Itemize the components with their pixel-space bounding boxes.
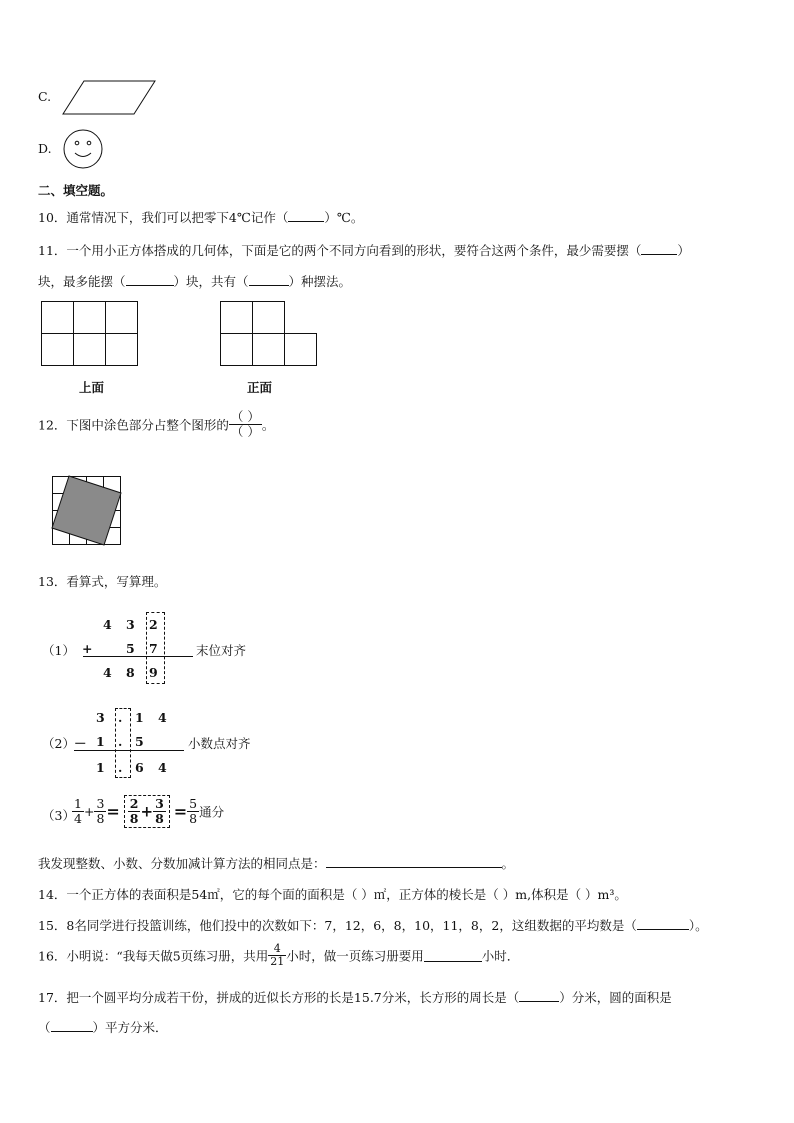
- p2-sum-line: [74, 750, 184, 751]
- parallelogram-shape: [62, 80, 157, 116]
- finding-blank[interactable]: [326, 855, 502, 868]
- q16-text-c: 小时．: [481, 948, 520, 964]
- p1-r3-d2: 8: [126, 665, 135, 680]
- r-den: 8: [189, 810, 198, 826]
- g2-num: 3: [155, 796, 164, 811]
- smiley-face-icon: [63, 129, 105, 171]
- p2-r2-d2: 5: [135, 734, 144, 749]
- p1-sum-line: [83, 656, 193, 657]
- p2-r1-d2: 1: [135, 710, 144, 725]
- q12-num: （ ）: [230, 409, 260, 424]
- p2-r1-d1: 3: [96, 710, 105, 725]
- p1-r2-d2: 7: [149, 641, 158, 656]
- q11-text: 11．一个用小正方体搭成的几何体，下面是它的两个不同方向看到的形状，要符合这两个条件，最少需要摆（: [38, 243, 642, 258]
- q15-text: 15．8名同学进行投篮训练，他们投中的次数如下：7，12，6，8，10，11，8，2，这组数据的平均数是（: [38, 918, 637, 933]
- common-denominator-box: [124, 795, 170, 828]
- q15-end: ）。: [688, 918, 708, 933]
- q13-part1-label: （1）: [42, 643, 75, 658]
- q17-text-d: ）平方分米．: [92, 1020, 168, 1035]
- f1-den: 4: [74, 810, 82, 826]
- q16-den: 21: [270, 955, 285, 969]
- p1-r1-d3: 2: [149, 617, 158, 632]
- top-view-label: 上面: [79, 380, 105, 395]
- option-d-label: D.: [38, 141, 52, 156]
- q16-text-b: 小时，做一页练习册要用: [286, 948, 424, 964]
- top-view-grid: [41, 301, 138, 366]
- p2-r3-d3: 4: [158, 760, 167, 775]
- q15-blank[interactable]: [637, 917, 689, 930]
- p1-r1-d1: 4: [103, 617, 112, 632]
- p2-r3-d2: 6: [135, 760, 144, 775]
- question-10: [38, 208, 363, 226]
- finding-text: 我发现整数、小数、分数加减计算方法的相同点是：: [38, 856, 326, 871]
- f2-den: 8: [96, 810, 105, 826]
- q11-text-a: 块，最多能摆（: [38, 274, 126, 289]
- p1-r1-d2: 3: [126, 617, 135, 632]
- option-c-label: C.: [38, 89, 52, 104]
- q12-end: 。: [261, 417, 275, 433]
- q17-blank-area[interactable]: [51, 1019, 93, 1032]
- q17-text-a: 17．把一个圆平均分成若干份，拼成的近似长方形的长是15.7分米，长方形的周长是（: [38, 990, 520, 1005]
- q13-part2-label: （2）: [42, 736, 75, 751]
- question-11-line2: [38, 272, 351, 290]
- equals-sign-2: =: [173, 801, 188, 821]
- p2-r1-pt: .: [118, 710, 123, 725]
- p2-r2-d1: 1: [96, 734, 105, 749]
- q10-blank[interactable]: [288, 209, 324, 222]
- g-plus: +: [140, 802, 154, 821]
- f1-num: 1: [74, 796, 82, 811]
- q17-text-c: （: [38, 1020, 51, 1035]
- q13-part3-expression: [72, 795, 224, 828]
- shaded-square-grid: [52, 476, 122, 546]
- q13-finding: [38, 854, 514, 872]
- q17-blank-perimeter[interactable]: [519, 989, 559, 1002]
- g1-den: 8: [129, 810, 139, 826]
- question-11-line1: [38, 241, 690, 259]
- p1-operator: +: [82, 641, 93, 656]
- p2-operator: －: [74, 736, 87, 751]
- q11-blank-ways[interactable]: [249, 273, 289, 286]
- question-17-line2: [38, 1018, 168, 1036]
- question-12: [38, 410, 274, 439]
- q13-part3-label: （3）: [42, 808, 75, 823]
- question-15: [38, 916, 708, 934]
- question-17-line1: [38, 988, 672, 1006]
- q12-text: 12．下图中涂色部分占整个图形的: [38, 417, 229, 433]
- plus-sign: +: [83, 803, 95, 819]
- section-title: 二、填空题。: [38, 183, 114, 198]
- front-view-grid: [220, 301, 320, 367]
- finding-end: 。: [501, 856, 515, 871]
- g2-den: 8: [155, 810, 164, 826]
- r-num: 5: [189, 796, 198, 811]
- q17-text-b: ）分米，圆的面积是: [559, 990, 672, 1005]
- q11-text-c: ）种摆法。: [288, 274, 352, 289]
- p2-r3-d1: 1: [96, 760, 105, 775]
- p2-note: 小数点对齐: [188, 736, 251, 751]
- front-view-label: 正面: [247, 380, 273, 395]
- q11-text-b: ）块，共有（: [173, 274, 249, 289]
- p2-r3-pt: .: [118, 760, 123, 775]
- g1-num: 2: [129, 796, 139, 811]
- p1-r3-d3: 9: [149, 665, 158, 680]
- q16-text-a: 16．小明说：“我每天做5页练习册，共用: [38, 948, 269, 964]
- p3-note: 通分: [199, 804, 225, 820]
- p1-r2-d1: 5: [126, 641, 135, 656]
- p2-r1-d3: 4: [158, 710, 167, 725]
- q12-fraction-blank[interactable]: [229, 410, 262, 439]
- q10-text-end: ）℃。: [324, 210, 364, 225]
- q16-blank[interactable]: [424, 949, 482, 962]
- q12-den: （ ）: [230, 423, 260, 439]
- q16-num: 4: [268, 943, 286, 956]
- equals-sign: =: [106, 801, 120, 821]
- question-13-title: 13．看算式，写算理。: [38, 574, 167, 589]
- question-14: 14．一个正方体的表面积是54㎡，它的每个面的面积是（ ）㎡，正方体的棱长是（ ）m,体积是（ ）m³。: [38, 887, 627, 902]
- q10-text: 10．通常情况下，我们可以把零下4℃记作（: [38, 210, 289, 225]
- p1-r3-d1: 4: [103, 665, 112, 680]
- p2-r2-pt: .: [118, 734, 123, 749]
- q11-blank-min[interactable]: [641, 242, 677, 255]
- f2-num: 3: [96, 796, 105, 811]
- q11-blank-max[interactable]: [126, 273, 174, 286]
- question-16: [38, 943, 519, 968]
- p1-note: 末位对齐: [196, 643, 247, 658]
- q11-paren: ）: [677, 243, 690, 258]
